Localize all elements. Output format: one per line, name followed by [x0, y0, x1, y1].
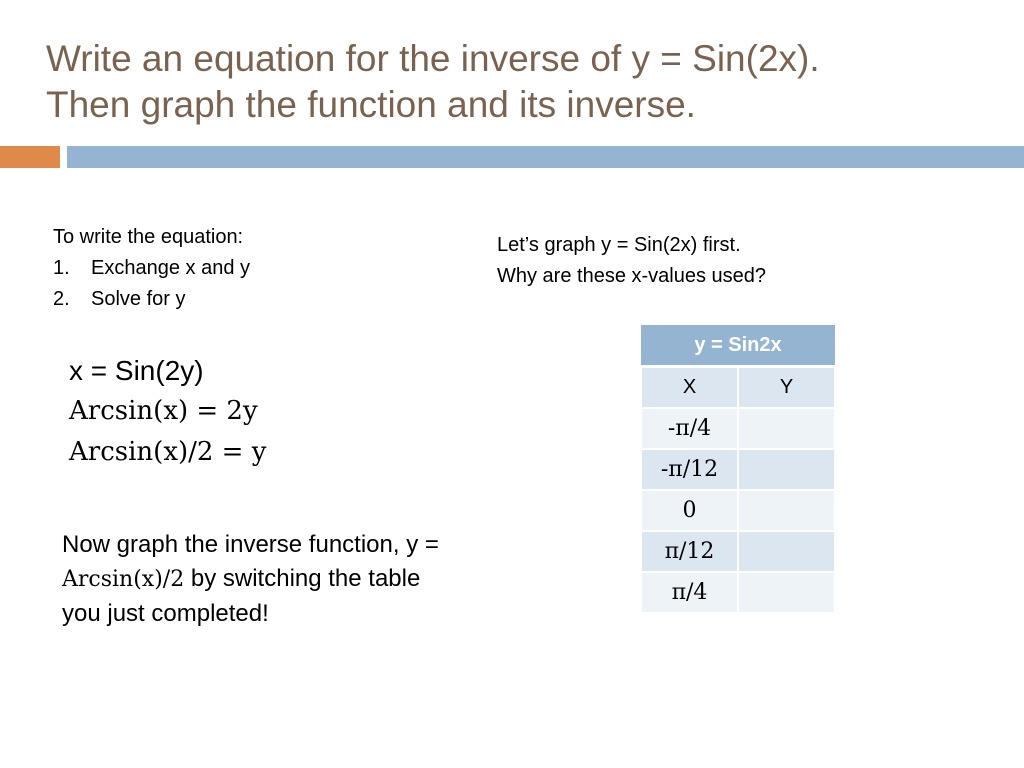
table-header-row: [641, 367, 835, 409]
instruction-formula: Arcsin(x)/2: [62, 567, 185, 592]
y-value-cell[interactable]: [738, 408, 835, 449]
equation-line: x = Sin(2y): [69, 355, 204, 386]
x-value-cell: -π/4: [641, 408, 738, 449]
graph-prompt-line-1: Let’s graph y = Sin(2x) first.: [497, 234, 741, 256]
y-value-cell[interactable]: [738, 490, 835, 531]
table-row: [641, 572, 835, 613]
slide-title-line-2: Then graph the function and its inverse.: [46, 84, 696, 125]
step-number: 1.: [53, 257, 70, 279]
x-value-cell: 0: [641, 490, 738, 531]
step-item: [53, 253, 250, 284]
instruction-part-1: Now graph the inverse function, y =: [62, 531, 439, 558]
table-row: [641, 490, 835, 531]
accent-bar-blue: [67, 146, 1024, 168]
instruction-part-2: by switching the table you just completed!: [62, 565, 421, 627]
step-text: Solve for y: [91, 288, 186, 310]
equation-block: [69, 350, 266, 473]
x-value-cell: -π/12: [641, 449, 738, 490]
table-row: [641, 408, 835, 449]
graph-prompt: [497, 230, 766, 292]
slide-title: [46, 36, 1006, 128]
slide-title-line-1: Write an equation for the inverse of y = Sin(2x).: [46, 38, 820, 79]
y-value-cell[interactable]: [738, 531, 835, 572]
x-value-cell: π/4: [641, 572, 738, 613]
step-item: [53, 284, 250, 315]
table-row: [641, 531, 835, 572]
y-value-cell[interactable]: [738, 449, 835, 490]
table-row: [641, 449, 835, 490]
steps-list: [53, 222, 250, 315]
inverse-instruction: [62, 528, 442, 631]
column-header-x: X: [641, 367, 738, 409]
step-number: 2.: [53, 288, 70, 310]
equation-line: Arcsin(x)/2 = y: [69, 437, 267, 467]
values-table: [640, 325, 836, 614]
accent-bar-orange: [0, 146, 60, 168]
x-value-cell: π/12: [641, 531, 738, 572]
graph-prompt-line-2: Why are these x-values used?: [497, 265, 767, 287]
y-value-cell[interactable]: [738, 572, 835, 613]
table-title: y = Sin2x: [641, 325, 835, 367]
column-header-y: Y: [738, 367, 835, 409]
step-text: Exchange x and y: [91, 257, 250, 279]
equation-line: Arcsin(x) = 2y: [69, 396, 258, 426]
steps-intro: To write the equation:: [53, 226, 244, 248]
